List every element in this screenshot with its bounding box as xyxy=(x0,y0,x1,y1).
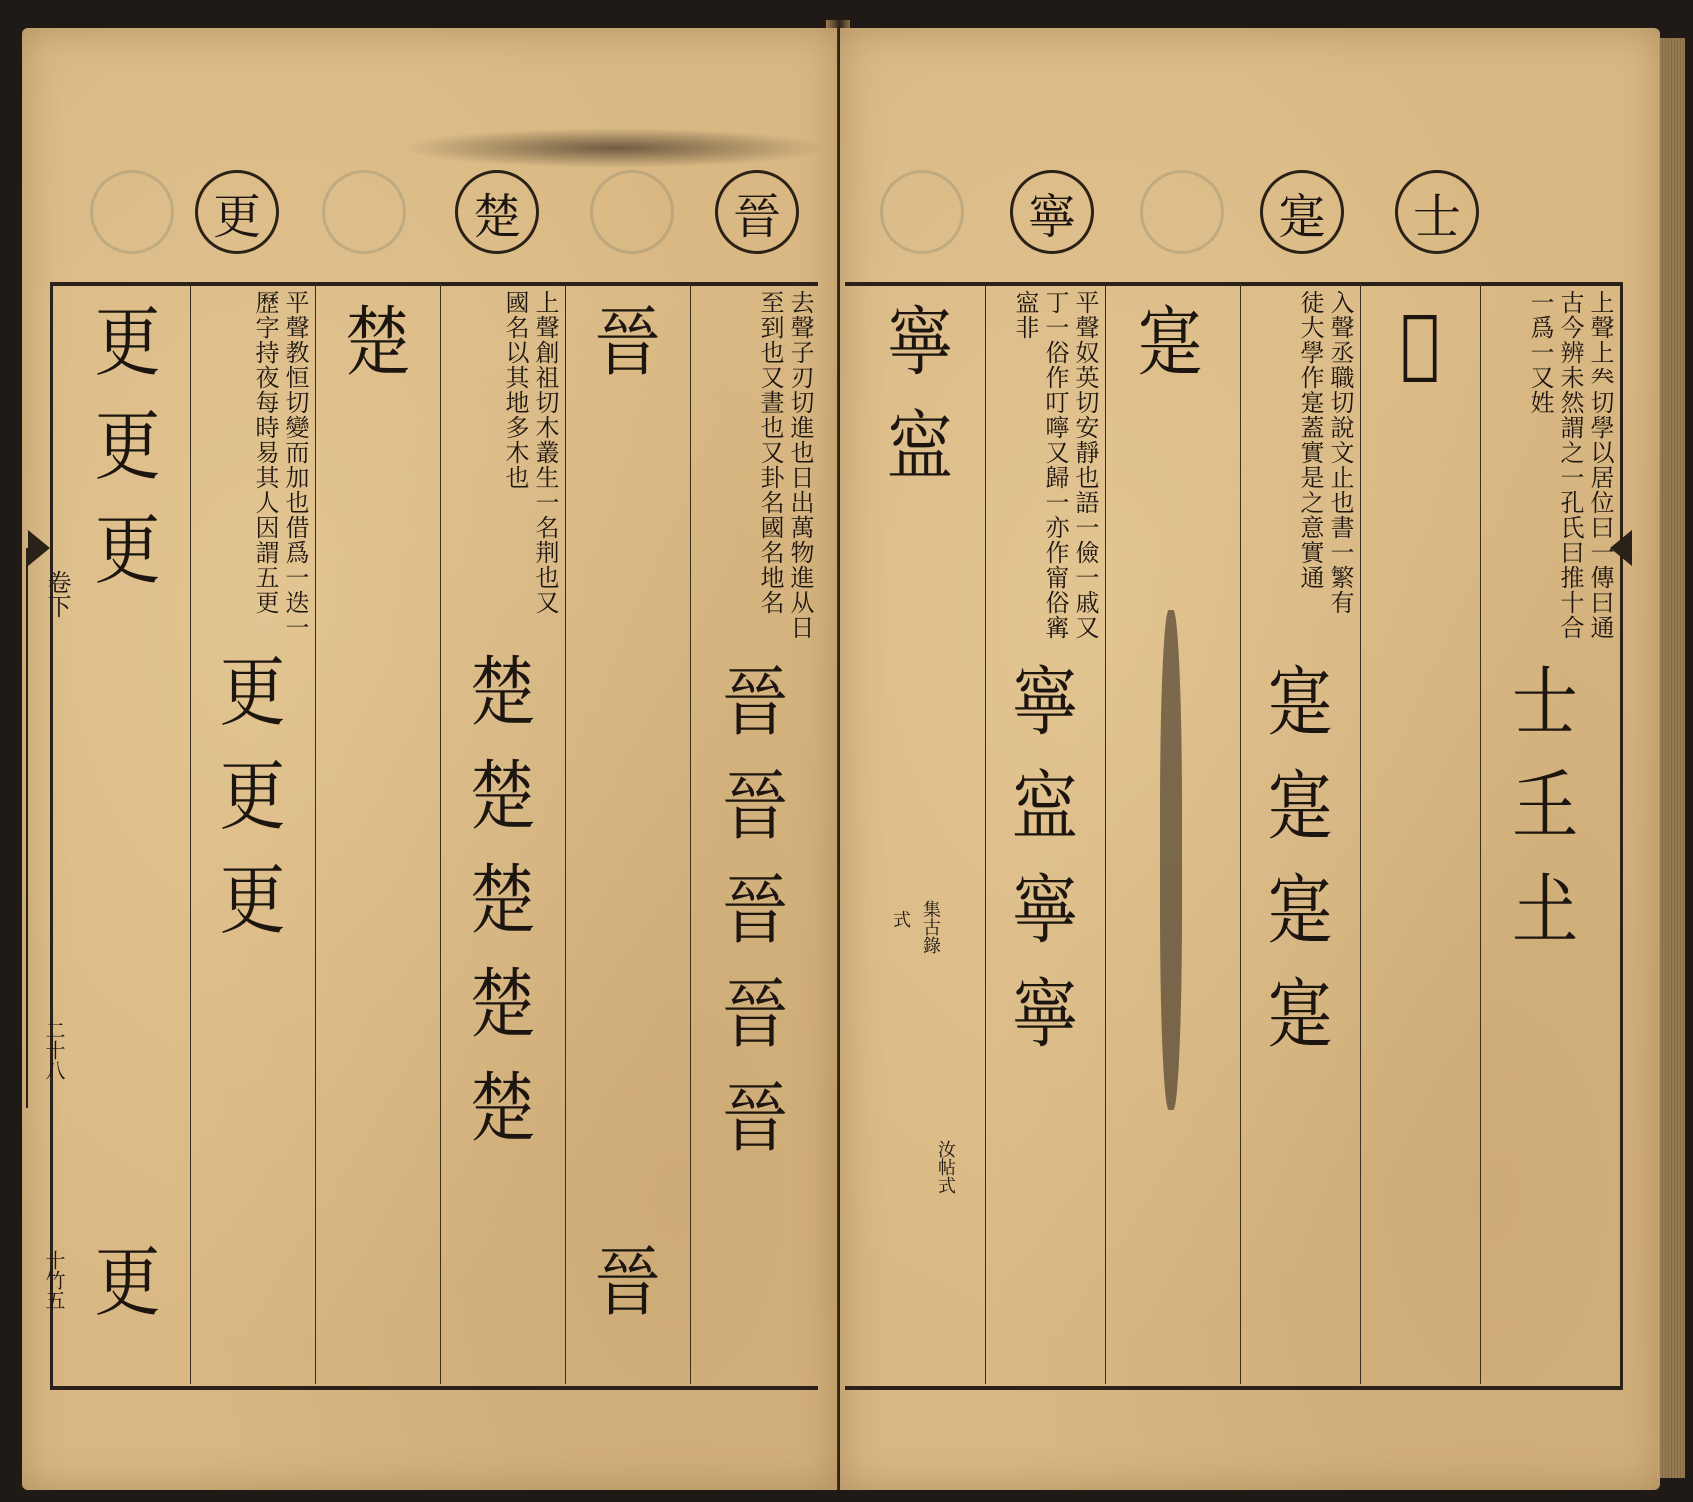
seal-glyph: 更 xyxy=(94,1238,161,1327)
seal-glyph: 士 xyxy=(1512,658,1578,747)
source-note: 式 xyxy=(890,910,911,928)
entry-jin-seals-2 xyxy=(570,290,685,1370)
entry-jin-definition: 去聲子刃切進也日出萬物進从日至到也又晝也又卦名國名地名 xyxy=(756,290,814,640)
bleed-through-mark xyxy=(322,170,406,254)
column-rule xyxy=(1105,284,1106,1384)
column-rule xyxy=(690,284,691,1384)
seal-glyph: 寔 xyxy=(1267,866,1333,955)
seal-glyph: 晉 xyxy=(722,866,788,955)
entry-geng-definition-col xyxy=(195,290,310,1370)
seal-glyph: 晉 xyxy=(722,762,788,851)
seal-glyph: 更 xyxy=(94,506,161,595)
seal-glyph: 更 xyxy=(219,856,286,945)
column-rule xyxy=(1360,284,1361,1384)
seal-glyph: 楚 xyxy=(469,1064,536,1153)
entry-shi-seals-2 xyxy=(1365,290,1475,1370)
seal-glyph: 𡈼 xyxy=(1512,762,1578,851)
column-rule xyxy=(565,284,566,1384)
bleed-through-mark xyxy=(90,170,174,254)
entry-geng-seals-2 xyxy=(70,290,185,1370)
column-rule xyxy=(985,284,986,1384)
ink-smudge xyxy=(1160,610,1182,1110)
entry-shi-seals xyxy=(1485,290,1605,1370)
entry-chu-seals-2 xyxy=(320,290,435,1370)
seal-glyph: 晉 xyxy=(722,970,788,1059)
source-note: 汝帖式 xyxy=(935,1140,956,1194)
entry-shi2-definition: 入聲丞職切說文止也書一繁有徒大學作寔蓋實是之意實通 xyxy=(1296,290,1354,615)
seal-glyph: 寍 xyxy=(1012,762,1078,851)
seal-glyph: 寧 xyxy=(887,298,953,387)
seal-glyph: 楚 xyxy=(469,752,536,841)
source-note: 集古錄 xyxy=(920,900,941,954)
entry-chu-definition-col xyxy=(445,290,560,1370)
column-rule xyxy=(1480,284,1481,1384)
seal-glyph: 寔 xyxy=(1137,298,1203,387)
entry-shi-definition: 上聲上𠔉切學以居位曰一傳曰通古今辨未然謂之一孔氏曰推十合一爲一又姓 xyxy=(1526,290,1614,640)
seal-glyph: 寧 xyxy=(1012,658,1078,747)
header-char-jin: 晉 xyxy=(715,170,799,254)
header-char-shi: 士 xyxy=(1395,170,1479,254)
volume-label: 卷下 xyxy=(43,570,71,618)
entry-geng-definition: 平聲教恒切變而加也借爲一迭一歷字持夜每時易其人因謂五更 xyxy=(251,290,309,640)
seal-glyph: 更 xyxy=(219,648,286,737)
header-char-ning: 寧 xyxy=(1010,170,1094,254)
seal-glyph: 楚 xyxy=(469,856,536,945)
bleed-through-mark xyxy=(1140,170,1224,254)
seal-glyph: 寧 xyxy=(1012,970,1078,1059)
seal-glyph: 寔 xyxy=(1267,762,1333,851)
seal-glyph: 更 xyxy=(219,752,286,841)
entry-ning-seals-2 xyxy=(860,290,980,1370)
column-rule xyxy=(190,284,191,1384)
column-rule xyxy=(440,284,441,1384)
seal-glyph: 楚 xyxy=(469,648,536,737)
header-char-geng: 更 xyxy=(195,170,279,254)
seal-glyph: 𡉀 xyxy=(1400,298,1440,387)
seal-glyph: 晉 xyxy=(722,658,788,747)
folio-number: 二十八 xyxy=(42,1020,66,1080)
seal-glyph: 更 xyxy=(94,298,161,387)
entry-ning-definition: 平聲奴英切安靜也語一儉一戚又丁一俗作叮嚀又歸一亦作甯俗寗寍非 xyxy=(1011,290,1099,640)
seal-glyph: 寔 xyxy=(1267,970,1333,1059)
worm-damage xyxy=(400,128,830,168)
seal-glyph: 楚 xyxy=(469,960,536,1049)
page-edges xyxy=(1657,38,1685,1478)
bleed-through-mark xyxy=(880,170,964,254)
header-char-chu: 楚 xyxy=(455,170,539,254)
seal-glyph: 寧 xyxy=(1012,866,1078,955)
seal-glyph: 晉 xyxy=(594,1238,661,1327)
entry-jin-definition-col xyxy=(695,290,815,1370)
column-rule xyxy=(315,284,316,1384)
seal-glyph: 晉 xyxy=(722,1074,788,1163)
radical-mark: 十竹五 xyxy=(42,1250,66,1310)
column-rule xyxy=(1240,284,1241,1384)
entry-shi2-seals-2 xyxy=(1110,290,1230,1370)
seal-glyph: 寍 xyxy=(887,402,953,491)
bleed-through-mark xyxy=(590,170,674,254)
entry-shi2-definition-col xyxy=(1245,290,1355,1370)
seal-glyph: 晉 xyxy=(594,298,661,387)
entry-ning-definition-col xyxy=(990,290,1100,1370)
header-char-shi2: 寔 xyxy=(1260,170,1344,254)
seal-glyph: 更 xyxy=(94,402,161,491)
fish-tail-mark xyxy=(28,530,50,566)
seal-glyph: 𡈽 xyxy=(1512,866,1578,955)
seal-glyph: 楚 xyxy=(344,298,411,387)
entry-chu-definition: 上聲創祖切木叢生一名荆也又國名以其地多木也 xyxy=(501,290,559,615)
seal-glyph: 寔 xyxy=(1267,658,1333,747)
